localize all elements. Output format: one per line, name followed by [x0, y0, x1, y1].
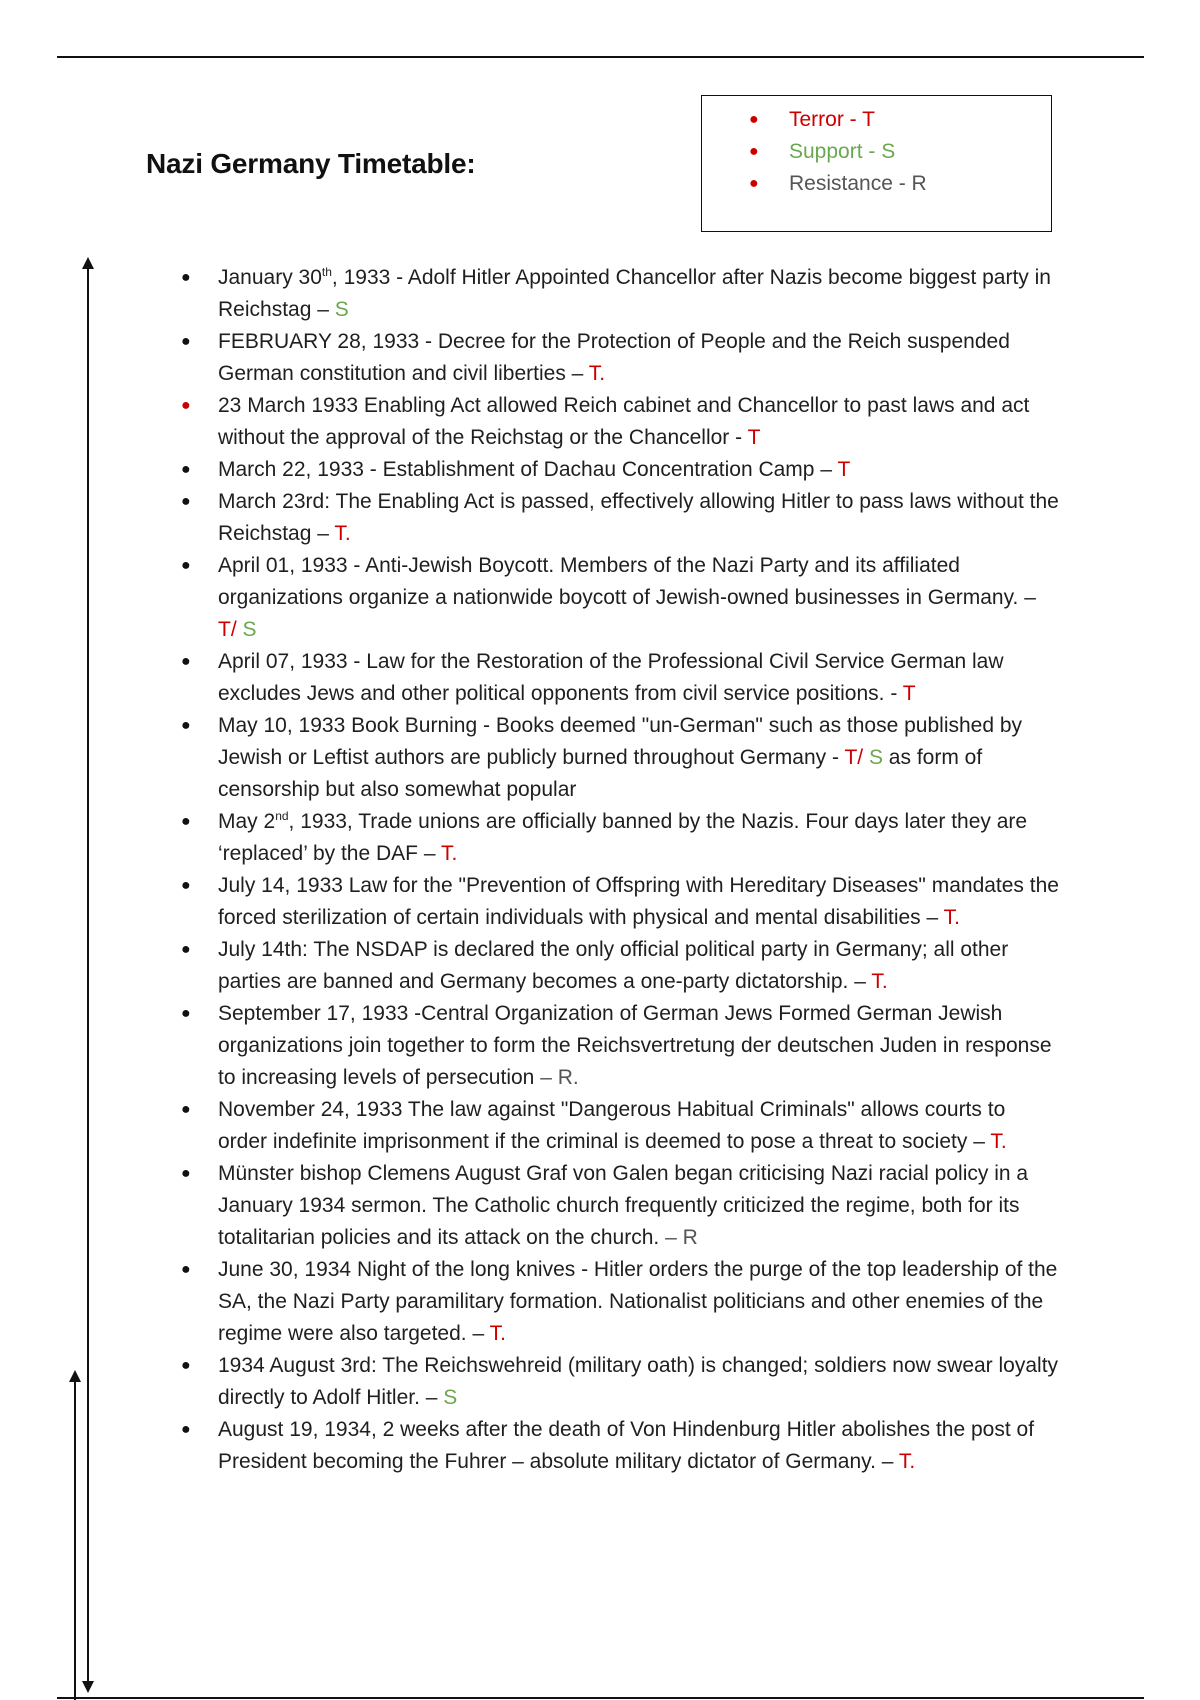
- event-text: 1934 August 3rd: The Reichswehreid (military oath) is changed; soldiers now swear loyalty directly to Adolf Hitler. –: [218, 1354, 1059, 1409]
- event-item: [181, 806, 1060, 870]
- bullet-icon: ●: [181, 1005, 191, 1022]
- bullet-icon: ●: [749, 175, 759, 192]
- ordinal-suffix: th: [321, 265, 332, 279]
- event-list: [181, 262, 1060, 1478]
- event-category-tag: T.: [588, 362, 606, 385]
- bullet-icon: ●: [181, 813, 191, 830]
- event-text: , 1933, Trade unions are officially banned by the Nazis. Four days later they are ‘replaced’ by the DAF –: [218, 810, 1028, 865]
- legend-label: Terror - T: [789, 108, 875, 131]
- event-item: [181, 390, 1060, 454]
- event-category-tag: T.: [943, 906, 960, 929]
- bullet-icon: ●: [749, 111, 759, 128]
- event-item: [181, 710, 1060, 806]
- bullet-icon: ●: [181, 1421, 191, 1438]
- event-item: [181, 998, 1060, 1094]
- bullet-icon: ●: [181, 269, 191, 286]
- legend-label: Resistance - R: [789, 172, 927, 195]
- event-text: March 22, 1933 - Establishment of Dachau Concentration Camp –: [218, 458, 838, 481]
- event-item: [181, 646, 1060, 710]
- event-item: [181, 1254, 1060, 1350]
- event-category-tag: T: [902, 682, 916, 705]
- event-text: Münster bishop Clemens August Graf von Galen began criticising Nazi racial policy in a January 1934 sermon. The Catholic church frequently criticized the regime, both for its totalitarian policies and its attack on the church.: [218, 1162, 1029, 1249]
- event-category-tag: T: [747, 426, 761, 449]
- event-item: [181, 934, 1060, 998]
- bullet-icon: ●: [181, 557, 191, 574]
- event-category-tag: S: [334, 298, 349, 321]
- event-category-tag-secondary: S: [236, 618, 257, 641]
- event-category-tag-secondary: S: [863, 746, 883, 769]
- event-category-tag: T.: [898, 1450, 916, 1473]
- event-item: [181, 454, 1060, 486]
- event-item: [181, 1094, 1060, 1158]
- event-item: [181, 870, 1060, 934]
- event-category-tag: T: [837, 458, 851, 481]
- event-text: FEBRUARY 28, 1933 - Decree for the Protection of People and the Reich suspended German constitution and civil liberties –: [218, 330, 1010, 385]
- bullet-icon: ●: [181, 1165, 191, 1182]
- event-text: April 07, 1933 - Law for the Restoration of the Professional Civil Service German law excludes Jews and other political opponents from civil service positions. -: [218, 650, 1004, 705]
- event-item: [181, 326, 1060, 390]
- event-date: January 30: [218, 266, 322, 289]
- event-category-tag: S: [443, 1386, 458, 1409]
- event-text: 23 March 1933 Enabling Act allowed Reich cabinet and Chancellor to past laws and act without the approval of the Reichstag or the Chancellor -: [218, 394, 1030, 449]
- event-text: April 01, 1933 - Anti-Jewish Boycott. Members of the Nazi Party and its affiliated organizations organize a nationwide boycott of Jewish-owned businesses in Germany. –: [218, 554, 1036, 609]
- event-text: May 10, 1933 Book Burning - Books deemed "un-German" such as those published by Jewish or Leftist authors are publicly burned throughout Germany -: [218, 714, 1023, 769]
- bullet-icon: ●: [181, 1261, 191, 1278]
- bottom-rule: [57, 1697, 1144, 1699]
- event-text: July 14th: The NSDAP is declared the only official political party in Germany; all other parties are banned and Germany becomes a one-party dictatorship. –: [218, 938, 1009, 993]
- event-category-tag: – R: [665, 1226, 698, 1249]
- event-item: [181, 486, 1060, 550]
- bullet-icon: ●: [181, 1357, 191, 1374]
- event-text: June 30, 1934 Night of the long knives - Hitler orders the purge of the top leadership of the SA, the Nazi Party paramilitary formation. Nationalist politicians and other enemies of the regime were also targeted. –: [218, 1258, 1058, 1345]
- bullet-icon: ●: [749, 143, 759, 160]
- event-category-tag: T.: [440, 842, 458, 865]
- event-item: [181, 1414, 1060, 1478]
- event-item: [181, 1158, 1060, 1254]
- event-text: November 24, 1933 The law against "Dangerous Habitual Criminals" allows courts to order indefinite imprisonment if the criminal is deemed to pose a threat to society –: [218, 1098, 1006, 1153]
- event-category-tag: T.: [334, 522, 351, 545]
- bullet-icon: ●: [181, 333, 191, 350]
- event-item: [181, 1350, 1060, 1414]
- event-category-tag: T/: [844, 746, 864, 769]
- event-category-tag: T.: [489, 1322, 506, 1345]
- event-text: September 17, 1933 -Central Organization of German Jews Formed German Jewish organizations join together to form the Reichsvertretung der deutschen Juden in response to increasing levels of persecution: [218, 1002, 1052, 1089]
- event-text-continued: as form of censorship but also somewhat popular: [218, 746, 983, 801]
- event-category-tag: T/: [218, 618, 237, 641]
- bullet-icon: ●: [181, 877, 191, 894]
- event-date: May 2: [218, 810, 276, 833]
- bullet-icon: ●: [181, 653, 191, 670]
- bullet-icon: ●: [181, 397, 191, 414]
- event-category-tag: T.: [871, 970, 888, 993]
- event-category-tag: T.: [990, 1130, 1007, 1153]
- bullet-icon: ●: [181, 941, 191, 958]
- bullet-icon: ●: [181, 461, 191, 478]
- event-text: , 1933 - Adolf Hitler Appointed Chancellor after Nazis become biggest party in Reichstag –: [218, 266, 1051, 321]
- event-text: July 14, 1933 Law for the "Prevention of Offspring with Hereditary Diseases" mandates the forced sterilization of certain individuals with physical and mental disabilities –: [218, 874, 1059, 929]
- bullet-icon: ●: [181, 1101, 191, 1118]
- event-item: [181, 550, 1060, 646]
- event-text: March 23rd: The Enabling Act is passed, effectively allowing Hitler to pass laws without the Reichstag –: [218, 490, 1059, 545]
- ordinal-suffix: nd: [275, 809, 289, 823]
- page-title: Nazi Germany Timetable:: [146, 148, 476, 179]
- event-item: [181, 262, 1060, 326]
- legend-label: Support - S: [789, 140, 896, 163]
- bullet-icon: ●: [181, 493, 191, 510]
- event-text: August 19, 1934, 2 weeks after the death of Von Hindenburg Hitler abolishes the post of President becoming the Fuhrer – absolute military dictator of Germany. –: [218, 1418, 1035, 1473]
- bullet-icon: ●: [181, 717, 191, 734]
- event-category-tag: – R.: [540, 1066, 579, 1089]
